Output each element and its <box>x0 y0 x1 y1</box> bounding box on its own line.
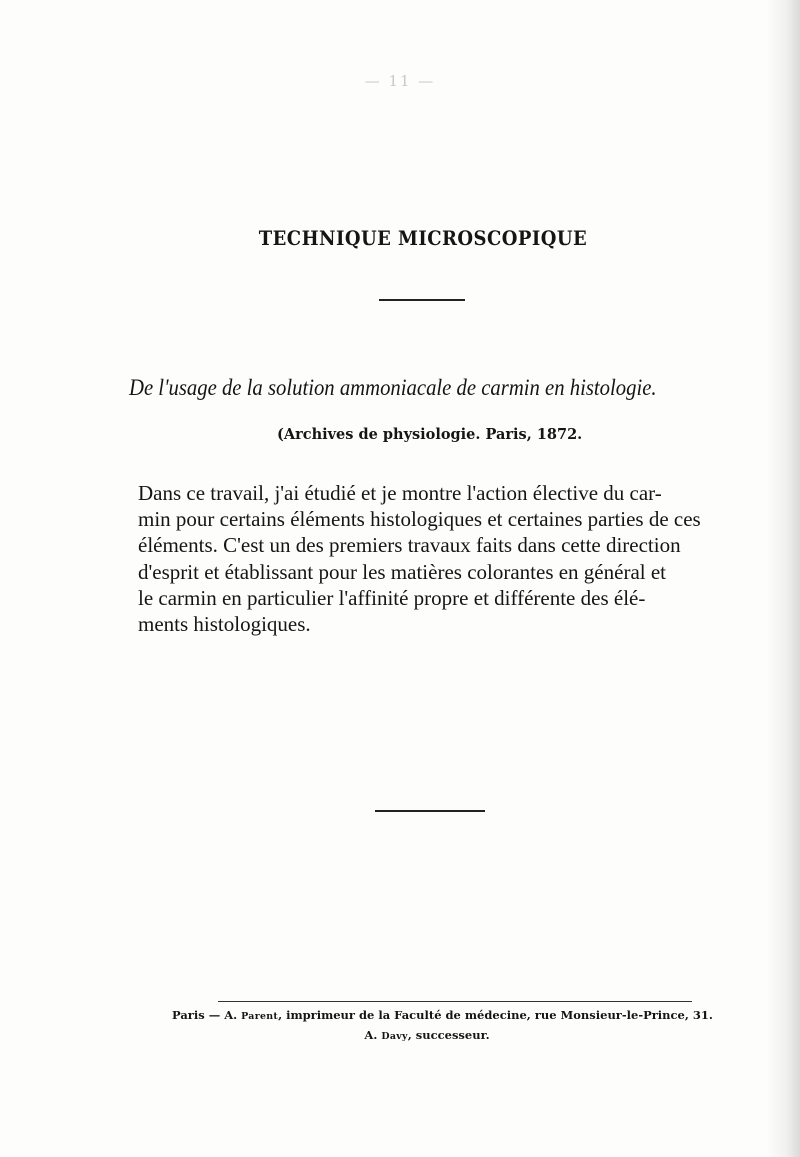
footer-rule <box>218 1001 692 1002</box>
body-line: min pour certains éléments histologiques et certaines parties de ces <box>138 507 701 532</box>
printer-details: , imprimeur de la Faculté de médecine, rue Monsieur-le-Prince, 31. <box>278 1008 713 1022</box>
printer-name: Parent <box>241 1011 279 1022</box>
page-edge-shadow <box>766 0 800 1157</box>
printer-initial: A. <box>224 1008 242 1022</box>
closing-rule <box>375 810 485 812</box>
page-number: — 11 — <box>364 72 436 90</box>
body-line: ments histologiques. <box>138 612 311 637</box>
article-title: De l'usage de la solution ammoniacale de carmin en histologie. <box>129 375 657 400</box>
section-title: TECHNIQUE MICROSCOPIQUE <box>258 226 588 250</box>
body-line: Dans ce travail, j'ai étudié et je montre l'action élective du car- <box>138 481 662 505</box>
body-line: éléments. C'est un des premiers travaux faits dans cette direction <box>138 533 681 558</box>
imprint-city: Paris <box>172 1008 205 1022</box>
successor-initial: A. <box>364 1028 382 1042</box>
body-line: d'esprit et établissant pour les matières colorantes en général et <box>138 559 667 584</box>
printer-imprint <box>172 1008 713 1022</box>
body-line: le carmin en particulier l'affinité propre et différente des élé- <box>138 585 646 610</box>
title-rule <box>379 299 465 301</box>
imprint-dash: — <box>204 1008 225 1022</box>
article-source: (Archives de physiologie. Paris, 1872. <box>277 426 583 443</box>
successor-imprint <box>0 1028 800 1042</box>
article-body <box>138 480 732 637</box>
successor-details: , successeur. <box>407 1028 490 1042</box>
successor-name: Davy <box>381 1031 408 1042</box>
